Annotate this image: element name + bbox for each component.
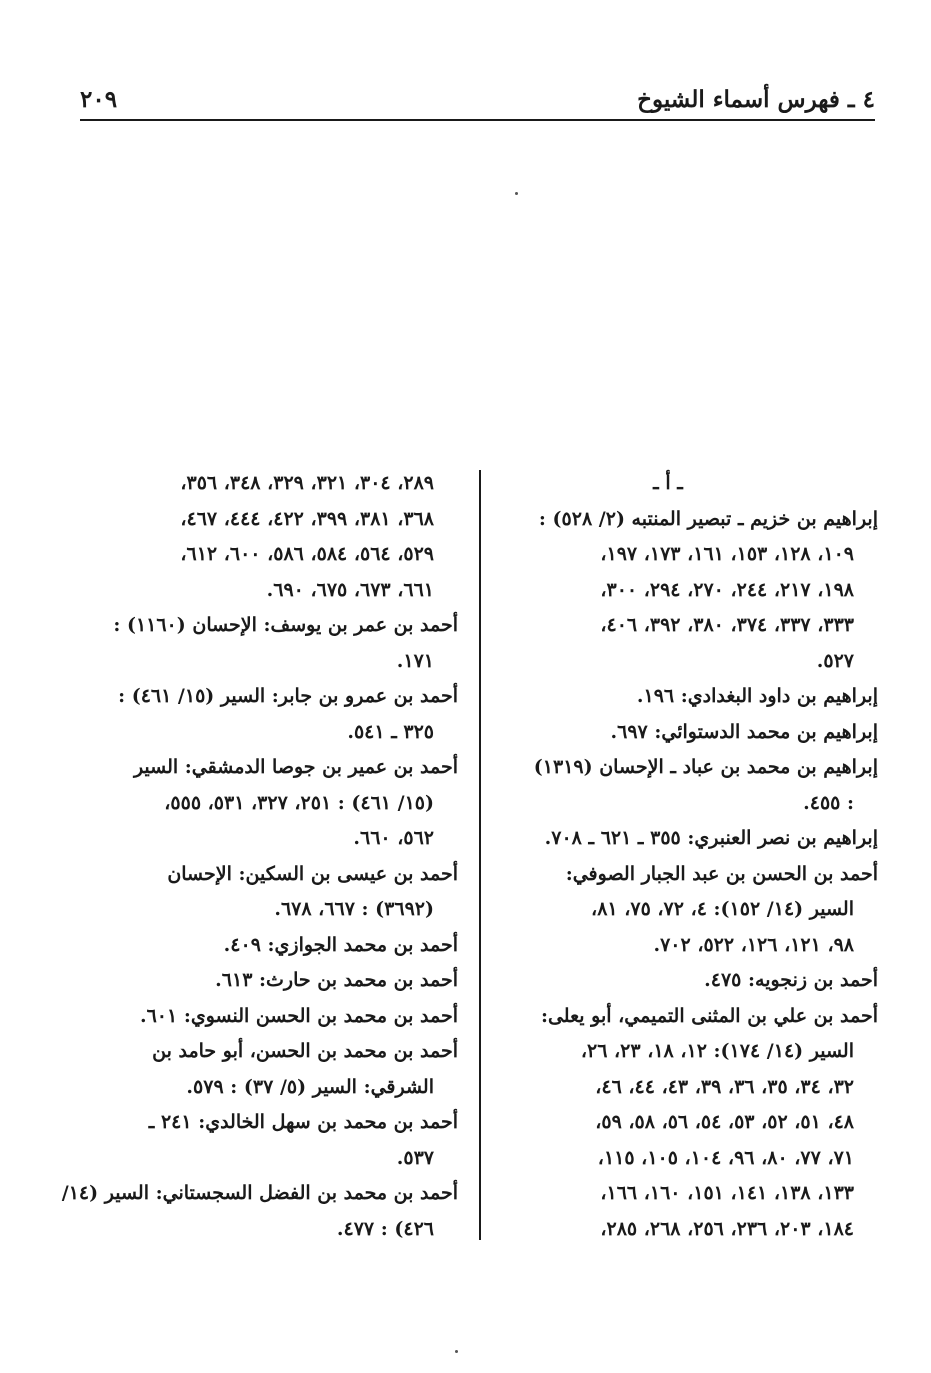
index-entry-continuation: (٣٦٩٢) : ٦٦٧، ٦٧٨. [274,898,434,920]
index-entry-continuation: ٣٢٥ ـ ٥٤١. [347,720,434,743]
section-heading: ـ أ ـ [653,472,683,494]
index-entry: أحمد بن زنجويه: ٤٧٥. [704,969,878,991]
index-entry-continuation: ٢٨٩، ٣٠٤، ٣٢١، ٣٢٩، ٣٤٨، ٣٥٦، [180,472,434,494]
page-number: ٢٠٩ [80,86,118,113]
index-entry-continuation: ١٩٨، ٢١٧، ٢٤٤، ٢٧٠، ٢٩٤، ٣٠٠، [600,578,854,601]
index-entry: أحمد بن علي بن المثنى التميمي، أبو يعلى: [540,1004,878,1027]
index-entry: أحمد بن عمر بن يوسف: الإحسان (١١٦٠) : [113,614,458,636]
index-entry-continuation: ٥٢٩، ٥٦٤، ٥٨٤، ٥٨٦، ٦٠٠، ٦١٢، [180,543,434,565]
scan-speck [455,1350,458,1353]
column-divider [479,470,481,1240]
index-entry-continuation: ٣٦٨، ٣٨١، ٣٩٩، ٤٢٢، ٤٤٤، ٤٦٧، [180,507,434,530]
index-entry: أحمد بن محمد بن سهل الخالدي: ٢٤١ ـ [148,1111,458,1133]
index-entry: إبراهيم بن محمد الدستوائي: ٦٩٧. [610,720,878,743]
running-title: ٤ ـ فهرس أسماء الشيوخ [637,86,875,113]
index-entry-continuation: : ٤٥٥. [803,791,854,814]
index-entry-continuation: ٩٨، ١٢١، ١٢٦، ٥٢٢، ٧٠٢. [653,933,854,956]
index-entry-continuation: ٧١، ٧٧، ٨٠، ٩٦، ١٠٤، ١٠٥، ١١٥، [597,1146,854,1169]
index-entry-continuation: ٣٢، ٣٤، ٣٥، ٣٦، ٣٩، ٤٣، ٤٤، ٤٦، [595,1075,854,1098]
left-column [61,466,458,1247]
index-entry: أحمد بن محمد بن الحسن، أبو حامد بن [152,1040,458,1062]
index-entry: إبراهيم بن داود البغدادي: ١٩٦. [636,685,878,707]
index-entry: أحمد بن محمد بن الفضل السجستاني: السير (١٤/ [61,1182,458,1204]
index-entry-continuation: (١٥/ ٤٦١) : ٢٥١، ٣٢٧، ٥٣١، ٥٥٥، [164,791,434,814]
index-entry-continuation: ١٣٣، ١٣٨، ١٤١، ١٥١، ١٦٠، ١٦٦، [600,1182,854,1204]
index-entry: إبراهيم بن محمد بن عباد ـ الإحسان (١٣١٩) [533,756,878,778]
index-entry-continuation: ١٧١. [396,649,434,672]
index-entry-continuation: السير (١٤/ ١٧٤): ١٢، ١٨، ٢٣، ٢٦، [580,1040,854,1062]
index-entry-continuation: ٤٨، ٥١، ٥٢، ٥٣، ٥٤، ٥٦، ٥٨، ٥٩، [595,1111,854,1133]
index-entry-continuation: ٤٢٦) : ٤٧٧. [336,1217,434,1240]
index-entry: إبراهيم بن خزيم ـ تبصير المنتبه (٢/ ٥٢٨) : [538,507,878,530]
index-entry-continuation: ٥٦٢، ٦٦٠. [353,827,434,849]
right-column [498,466,878,1247]
index-entry-continuation: الشرقي: السير (٥/ ٣٧) : ٥٧٩. [186,1075,434,1098]
index-entry: إبراهيم بن نصر العنبري: ٣٥٥ ـ ٦٢١ ـ ٧٠٨. [544,827,878,849]
index-entry-continuation: ١٨٤، ٢٠٣، ٢٣٦، ٢٥٦، ٢٦٨، ٢٨٥، [600,1217,854,1240]
index-entry-continuation: ١٠٩، ١٢٨، ١٥٣، ١٦١، ١٧٣، ١٩٧، [600,543,854,565]
index-entry: أحمد بن محمد بن حارث: ٦١٣. [215,969,458,991]
index-entry: أحمد بن عمرو بن جابر: السير (١٥/ ٤٦١) : [118,685,458,707]
index-entry: أحمد بن محمد الجوازي: ٤٠٩. [223,933,458,956]
index-entry: أحمد بن الحسن بن عبد الجبار الصوفي: [565,862,878,885]
scan-speck [515,192,518,195]
page-header [80,82,875,120]
left-column-entries [61,466,458,1247]
index-entry-continuation: ٥٣٧. [396,1146,434,1169]
index-entry: أحمد بن محمد بن الحسن النسوي: ٦٠١. [139,1004,458,1027]
index-entry-continuation: ٥٢٧. [816,649,854,672]
right-column-entries [498,502,878,1248]
index-entry-continuation: ٦٦١، ٦٧٣، ٦٧٥، ٦٩٠. [266,578,434,601]
index-entry: أحمد بن عمير بن جوصا الدمشقي: السير [133,756,458,778]
header-rule [80,119,875,121]
index-entry-continuation: ٣٣٣، ٣٣٧، ٣٧٤، ٣٨٠، ٣٩٢، ٤٠٦، [600,614,854,636]
index-entry: أحمد بن عيسى بن السكين: الإحسان [167,862,458,885]
index-entry-continuation: السير (١٤/ ١٥٢): ٤، ٧٢، ٧٥، ٨١، [591,898,854,920]
